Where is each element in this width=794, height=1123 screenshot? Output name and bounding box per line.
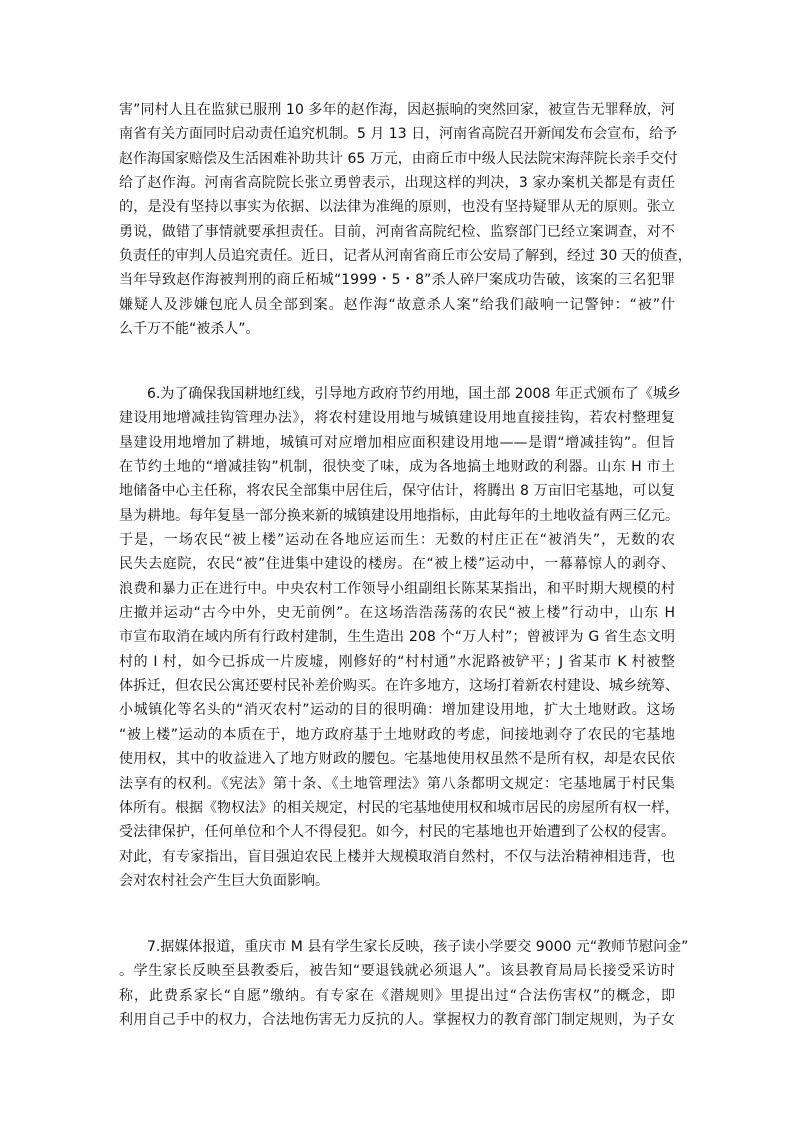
text-line: 浪费和暴力正在进行中。中央农村工作领导小组副组长陈某某指出，和平时期大规模的村 (119, 580, 675, 597)
text-line: 庄撤并运动“古今中外，史无前例”。在这场浩浩荡荡的农民“被上楼”行动中，山东 H (119, 605, 675, 622)
text-line: 村的 I 村，如今已拆成一片废墟，刚修好的“村村通”水泥路被铲平；J 省某市 K 村被整 (119, 653, 675, 670)
text-line: 的，是没有坚持以事实为依据、以法律为准绳的原则，也没有坚持疑罪从无的原则。张立 (119, 199, 675, 216)
text-line: 称，此费系家长“自愿”缴纳。有专家在《潜规则》里提出过“合法伤害权”的概念，即 (119, 987, 675, 1004)
text-line: 受法律保护，任何单位和个人不得侵犯。如今，村民的宅基地也开始遭到了公权的侵害。 (119, 824, 675, 841)
paragraph-7 (119, 935, 689, 1032)
text-line: “被上楼”运动的本质在于，地方政府基于土地财政的考虑，间接地剥夺了农民的宅基地 (119, 726, 675, 743)
text-line: 负责任的审判人员追究责任。近日，记者从河南省商丘市公安局了解到，经过 30 天的侦查， (119, 248, 692, 265)
text-line: 么千万不能“被杀人”。 (119, 321, 260, 338)
text-line: 体拆迁，但农民公寓还要村民补差价购买。在许多地方，这场打着新农村建设、城乡统筹、 (119, 678, 679, 695)
text-line: 会对农村社会产生巨大负面影响。 (119, 872, 329, 889)
text-line: 使用权，其中的收益进入了地方财政的腰包。宅基地使用权虽然不是所有权，却是农民依 (119, 751, 675, 768)
text-line: 在节约土地的“增减挂钩”机制，很快变了味，成为各地搞土地财政的利器。山东 H 市土 (119, 459, 675, 476)
text-line: 垦建设用地增加了耕地，城镇可对应增加相应面积建设用地——是谓“增减挂钩”。但旨 (119, 434, 675, 451)
text-line: 地储备中心主任称，将农民全部集中居住后，保守估计，将腾出 8 万亩旧宅基地，可以复 (119, 483, 675, 500)
text-line: 利用自己手中的权力，合法地伤害无力反抗的人。掌握权力的教育部门制定规则，为子女 (119, 1012, 675, 1029)
text-line: 赵作海国家赔偿及生活困难补助共计 65 万元，由商丘市中级人民法院宋海萍院长亲手交付 (119, 150, 678, 167)
paragraph-6 (119, 382, 681, 893)
text-line: 南省有关方面同时启动责任追究机制。5 月 13 日，河南省高院召开新闻发布会宣布，给予 (119, 126, 678, 143)
text-line: 6.为了确保我国耕地红线，引导地方政府节约用地，国土部 2008 年正式颁布了《城乡 (147, 386, 681, 402)
text-line: 建设用地增减挂钩管理办法》，将农村建设用地与城镇建设用地直接挂钩，若农村整理复 (119, 410, 675, 427)
text-line: 民失去庭院，农民“被”住进集中建设的楼房。在“被上楼”运动中，一幕幕惊人的剥夺、 (119, 556, 675, 573)
text-line: 当年导致赵作海被判刑的商丘柘城“1999・5・8”杀人碎尸案成功告破，该案的三名犯罪 (119, 272, 675, 289)
text-line: 7.据媒体报道，重庆市 M 县有学生家长反映，孩子读小学要交 9000 元“教师节慰问金” (147, 939, 689, 955)
text-line: 体所有。根据《物权法》的相关规定，村民的宅基地使用权和城市居民的房屋所有权一样， (119, 799, 679, 816)
paragraph-5-continuation (119, 98, 692, 341)
text-line: 。学生家长反映至县教委后，被告知“要退钱就必须退人”。该县教育局局长接受采访时 (119, 963, 675, 980)
text-line: 害”同村人且在监狱已服刑 10 多年的赵作海，因赵振晌的突然回家，被宣告无罪释放，河 (119, 102, 675, 118)
text-line: 小城镇化等名头的“消灭农村”运动的目的很明确：增加建设用地，扩大土地财政。这场 (119, 702, 675, 719)
text-line: 垦为耕地。每年复垦一部分换来新的城镇建设用地指标，由此每年的土地收益有两三亿元。 (119, 507, 679, 524)
text-line: 给了赵作海。河南省高院院长张立勇曾表示，出现这样的判决，3 家办案机关都是有责任 (119, 175, 675, 192)
text-line: 法享有的权利。《宪法》第十条、《土地管理法》第八条都明文规定：宅基地属于村民集 (119, 775, 675, 792)
text-line: 市宣布取消在域内所有行政村建制，生生造出 208 个“万人村”；曾被评为 G 省生态文明 (119, 629, 675, 646)
text-line: 嫌疑人及涉嫌包庇人员全部到案。赵作海“故意杀人案”给我们敲响一记警钟：“被”什 (119, 296, 675, 313)
text-line: 勇说，做错了事情就要承担责任。目前，河南省高院纪检、监察部门已经立案调查，对不 (119, 223, 675, 240)
text-line: 对此，有专家指出，盲目强迫农民上楼并大规模取消自然村，不仅与法治精神相违背，也 (119, 848, 675, 865)
text-line: 于是，一场农民“被上楼”运动在各地应运而生：无数的村庄正在“被消失”，无数的农 (119, 532, 675, 549)
